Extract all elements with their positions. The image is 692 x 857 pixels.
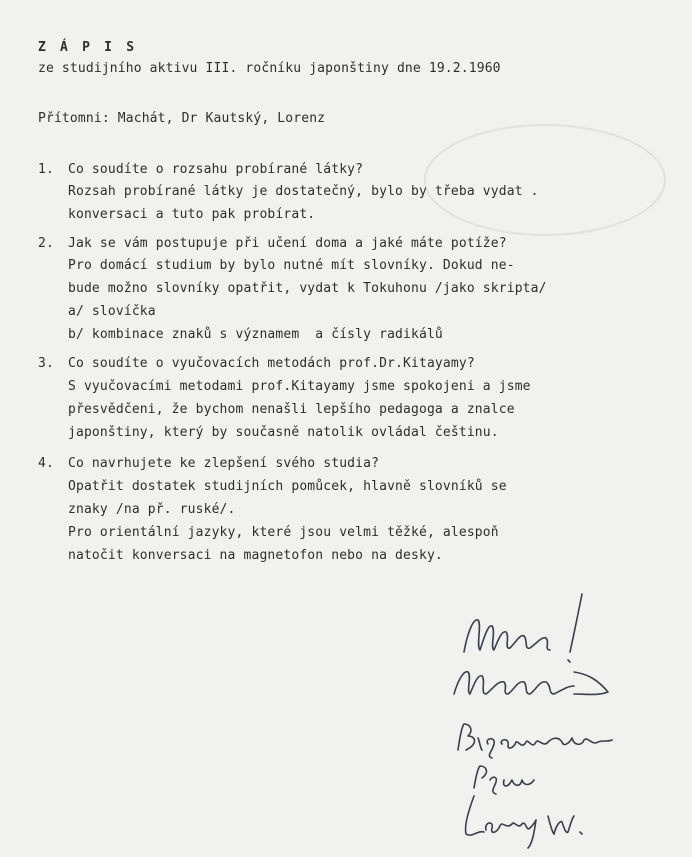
document-title: Z Á P I S [38,40,138,55]
answer-3-line-3: japonštiny, který by současně natolik ovládal češtinu. [68,425,499,440]
question-1-text: Co soudíte o rozsahu probírané látky? [68,162,364,177]
question-3-number: 3. [38,356,54,371]
signature-lorenz [456,790,596,850]
answer-3-line-1: S vyučovacími metodami prof.Kitayamy jsme spokojeni a jsme [68,379,531,394]
answer-2-line-1: Pro domácí studium by bylo nutné mít slovníky. Dokud ne- [68,258,515,273]
answer-1-line-2: konversaci a tuto pak probírat. [68,207,316,222]
document-subtitle: ze studijního aktivu III. ročníku japonštiny dne 19.2.1960 [38,61,501,76]
question-4-text: Co navrhujete ke zlepšení svého studia? [68,456,380,471]
answer-3-line-2: přesvědčeni, že bychom nenašli lepšího pedagoga a znalce [68,402,515,417]
question-2-number: 2. [38,236,54,251]
signature-machat [448,650,618,710]
question-4-number: 4. [38,456,54,471]
answer-2-line-2: bude možno slovníky opatřit, vydat k Tokuhonu /jako skripta/ [68,281,547,296]
answer-4-line-1: Opatřit dostatek studijních pomůcek, hlavně slovníků se [68,479,507,494]
answer-4-line-2: znaky /na př. ruské/. [68,502,236,517]
answer-1-line-1: Rozsah probírané látky je dostatečný, bylo by třeba vydat . [68,184,539,199]
faint-seal-mark [420,120,670,240]
answer-2-line-4: b/ kombinace znaků s významem a čísly radikálů [68,327,443,342]
answer-4-line-4: natočit konversaci na magnetofon nebo na desky. [68,548,443,563]
signature-bigaworka [452,712,622,762]
question-3-text: Co soudíte o vyučovacích metodách prof.Dr.Kitayamy? [68,356,475,371]
answer-4-line-3: Pro orientální jazyky, které jsou velmi těžké, alespoň [68,525,499,540]
question-1-number: 1. [38,162,54,177]
answer-2-line-3: a/ slovíčka [68,304,156,319]
question-2-text: Jak se vám postupuje při učení doma a jaké máte potíže? [68,236,507,251]
attendees-line: Přítomni: Machát, Dr Kautský, Lorenz [38,111,326,126]
